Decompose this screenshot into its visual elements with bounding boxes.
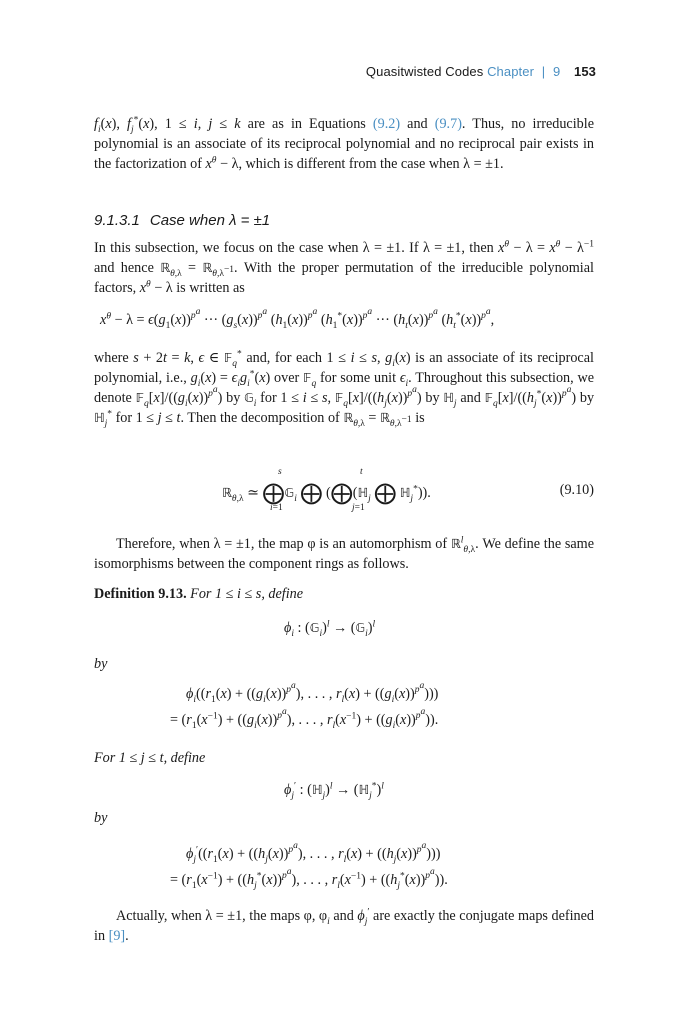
citation-ref-9[interactable]: [9]: [108, 928, 126, 944]
section-heading: [94, 212, 270, 229]
paragraph-conjugate: Actually, when λ = ±1, the maps φ, $\varphi_i$ and $\phi_j'$ are exactly the conjugate maps defined in [9].: [94, 907, 595, 944]
equation-ref-9-7[interactable]: (9.7): [434, 116, 462, 132]
para3-j: Then the decomposition of: [187, 410, 340, 426]
para1-rest: . Thus, no irreducible polynomial is an associate of its reciprocal polynomial and no reciprocal pair exists in the factorization of: [94, 116, 595, 172]
sum-upper-t: t: [360, 467, 363, 477]
decomposition-equation: ℝ$_{\theta,\lambda}$ ≃ ⨁𝔾$_i$ ⨁ (⨁(ℍ$_j$ ⨁ ℍ$_j$*)).: [222, 480, 431, 505]
phi-i-definition-line1: $\phi_i((r_1(x) + ((g_i(x))^{p^a})$, . . . , $r_l(x) + ((g_i(x))^{p^a})$)): [186, 681, 439, 705]
section-title: Case when λ = ±1: [149, 212, 271, 229]
para4-a: Therefore, when λ = ±1, the map φ is an automorphism of: [116, 536, 448, 552]
definition-for-i: For 1 ≤ i ≤ s, define: [190, 586, 304, 602]
para5-a: Actually, when λ = ±1, the maps φ, φ: [116, 908, 328, 924]
definition-for-j: For 1 ≤ j ≤ t, define: [94, 750, 206, 766]
definition-label: Definition 9.13.: [94, 586, 187, 602]
para3-c: is an associate of its reciprocal polynomial, i.e.,: [94, 350, 594, 386]
chapter-number: 9: [552, 64, 561, 79]
para3-k: is: [415, 410, 425, 426]
para3-h: for: [260, 390, 277, 406]
phi-i-definition-line2: = ($r_1(x^{-1}) + ((g_i(x))^{p^a})$, . . . , $r_l(x^{-1}) + ((g_i(x))^{p^a})$).: [170, 707, 439, 731]
para3-e: for some unit: [319, 370, 397, 386]
by-label-2-wrap: [94, 808, 594, 828]
para2-c: . With the proper permutation of the irreducible polynomial factors,: [94, 260, 594, 296]
para3-d: over: [274, 370, 300, 386]
paragraph-automorphism: Therefore, when λ = ±1, the map φ is an automorphism of ℝ$^l_{\theta,\lambda}$. We define the same isomorphisms between the component rings as follows.: [94, 535, 595, 572]
by-label-1-wrap: [94, 654, 594, 674]
phi-j-definition-line1: $\phi_j'((r_1(x) + ((h_j(x))^{p^a})$, . . . , $r_l(x) + ((h_j(x))^{p^a})$)): [186, 841, 441, 865]
paragraph-subsection: In this subsection, we focus on the case when λ = ±1. If λ = ±1, then $x^\theta - \lambda = x^\theta - \lambda^{-1}$ and hence ℝ$_{\theta,\lambda}$ = ℝ$_{\theta,\lambda^{-1}}$. With the proper permutation of the irreducible polynomial factors, $x^\theta - \lambda$ is written as: [94, 239, 594, 296]
section-number: 9.1.3.1: [94, 212, 140, 229]
sum-upper-s: s: [278, 467, 282, 477]
para2-a: In this subsection, we focus on the case when λ = ±1. If λ = ±1, then: [94, 240, 494, 256]
phi-i-map: $\phi_i$ : (𝔾$_i$)$^l$ → (𝔾$_i$)$^l$: [284, 619, 376, 639]
equation-number: (9.10): [559, 482, 594, 498]
para3-i: and: [460, 390, 481, 406]
para3-b: and, for each: [246, 350, 322, 366]
by-label-1: by: [94, 656, 108, 672]
book-title: Quasitwisted Codes: [365, 64, 484, 79]
paragraph-intro: $f_i(x)$, $f_j^*(x)$, 1 ≤ i, j ≤ k are as in Equations (9.2) and (9.7). Thus, no irreducible polynomial is an associate of its reciprocal polynomial and no reciprocal pair exists in the factorization of $x^\theta - \lambda$, which is different from the case when λ = ±1.: [94, 115, 595, 172]
para1-and: and: [407, 116, 428, 132]
para5-b: and: [333, 908, 354, 924]
para1-tail: , which is different from the case when: [238, 156, 460, 172]
para5-c: are exactly the conjugate maps defined in: [94, 908, 595, 944]
equation-ref-9-2[interactable]: (9.2): [372, 116, 401, 132]
para4-b: . We define the same isomorphisms between the component rings as follows.: [94, 536, 595, 572]
para3-a: where: [94, 350, 129, 366]
factorization-equation: $x^\theta - \lambda = \epsilon(g_1(x))^{p^a}$ ··· $(g_s(x))^{p^a}$ $(h_1(x))^{p^a}$ $(h_1^*(x))^{p^a}$ ··· $(h_t(x))^{p^a}$ $(h_t^*(x))^{p^a}$,: [100, 307, 495, 331]
para2-d: is written as: [176, 280, 245, 296]
running-head: [366, 64, 596, 79]
definition-for-j-wrap: [94, 748, 594, 768]
page-number: 153: [574, 64, 596, 79]
phi-j-definition-line2: = ($r_1(x^{-1}) + ((h_j^*(x))^{p^a})$, . . . , $r_l(x^{-1}) + ((h_j^*(x))^{p^a})$).: [170, 867, 448, 891]
phi-j-map: $\phi_j'$ : (ℍ$_j$)$^l$ → (ℍ$_j$*)$^l$: [284, 781, 384, 801]
para5-end: .: [125, 928, 129, 944]
para3-g: by: [226, 390, 241, 406]
header-separator: |: [541, 64, 546, 79]
sum-lower-i: i=1: [270, 503, 283, 513]
definition-head: [94, 584, 594, 604]
para1-lead: are as in Equations: [247, 116, 366, 132]
chapter-label: Chapter: [487, 64, 535, 79]
paragraph-notation: where s + 2t = k, ϵ ∈ 𝔽$_q$* and, for each 1 ≤ i ≤ s, $g_i(x)$ is an associate of its reciprocal polynomial, i.e., $g_i(x) = \epsilon_ig_i^*(x)$ over 𝔽$_q$ for some unit $\epsilon_i$. Throughout this subsection, we denote $𝔽_q[x]/((g_i(x))^{p^a})$ by 𝔾$_i$ for 1 ≤ i ≤ s, $𝔽_q[x]/((h_j(x))^{p^a})$ by ℍ$_j$ and $𝔽_q[x]/((h_j^*(x))^{p^a})$ by ℍ$_j$* for 1 ≤ j ≤ t. Then the decomposition of ℝ$_{\theta,\lambda}$ = ℝ$_{\theta,\lambda^{-1}}$ is: [94, 349, 595, 429]
sum-lower-j: j=1: [352, 503, 365, 513]
para2-b: and hence: [94, 260, 154, 276]
para3-f: Throughout this subsection, we denote: [94, 370, 595, 406]
by-label-2: by: [94, 810, 108, 826]
